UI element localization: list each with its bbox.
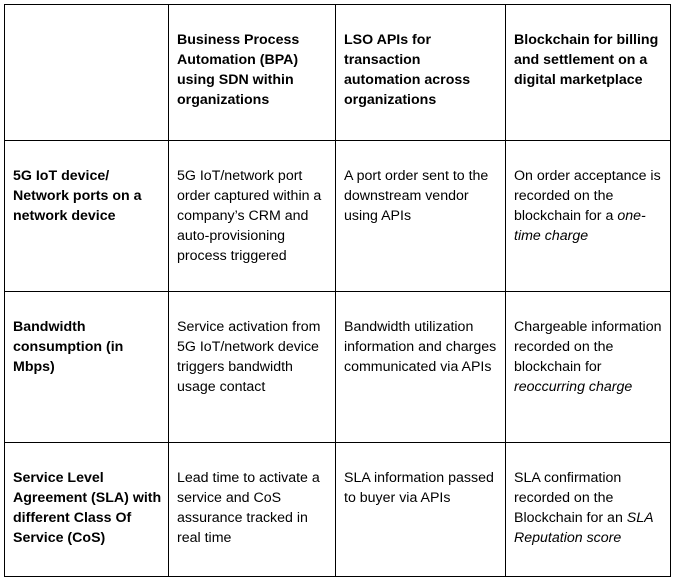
bpa-cell: Lead time to activate a service and CoS assurance tracked in real time bbox=[169, 443, 336, 577]
blockchain-text: SLA confirmation recorded on the Blockchain for an bbox=[514, 470, 627, 526]
column-header-blockchain: Blockchain for billing and settlement on a digital marketplace bbox=[506, 5, 671, 141]
blockchain-emphasis: reoccurring charge bbox=[514, 379, 633, 395]
table-row bbox=[5, 141, 671, 292]
column-header-bpa: Business Process Automation (BPA) using SDN within organizations bbox=[169, 5, 336, 141]
blockchain-emphasis: one-time charge bbox=[514, 208, 646, 244]
blockchain-emphasis: SLA Reputation score bbox=[514, 510, 654, 546]
row-header: Service Level Agreement (SLA) with different Class Of Service (CoS) bbox=[5, 443, 169, 577]
blockchain-cell bbox=[506, 141, 671, 292]
comparison-table bbox=[4, 4, 671, 577]
blockchain-text: Chargeable information recorded on the blockchain for bbox=[514, 319, 662, 375]
bpa-cell: Service activation from 5G IoT/network device triggers bandwidth usage contact bbox=[169, 292, 336, 443]
lso-cell: SLA information passed to buyer via APIs bbox=[336, 443, 506, 577]
lso-cell: A port order sent to the downstream vendor using APIs bbox=[336, 141, 506, 292]
lso-cell: Bandwidth utilization information and charges communicated via APIs bbox=[336, 292, 506, 443]
table-header-row bbox=[5, 5, 671, 141]
row-header: Bandwidth consumption (in Mbps) bbox=[5, 292, 169, 443]
blockchain-cell bbox=[506, 292, 671, 443]
column-header-lso: LSO APIs for transaction automation across organizations bbox=[336, 5, 506, 141]
table-row bbox=[5, 443, 671, 577]
blockchain-text: On order acceptance is recorded on the blockchain for a bbox=[514, 168, 661, 224]
row-header: 5G IoT device/ Network ports on a network device bbox=[5, 141, 169, 292]
table-row bbox=[5, 292, 671, 443]
corner-cell bbox=[5, 5, 169, 141]
bpa-cell: 5G IoT/network port order captured within a company’s CRM and auto-provisioning process triggered bbox=[169, 141, 336, 292]
blockchain-cell bbox=[506, 443, 671, 577]
